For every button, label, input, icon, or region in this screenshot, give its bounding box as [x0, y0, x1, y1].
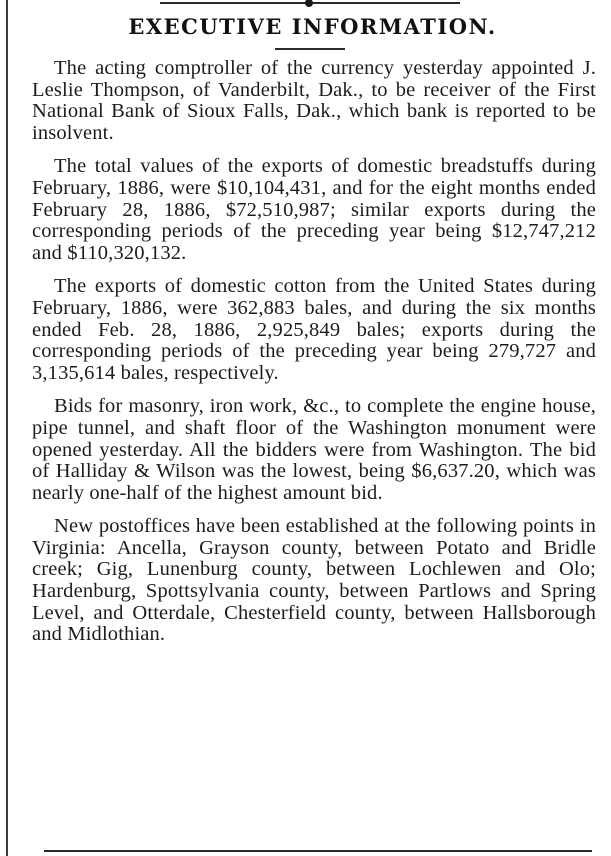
article-headline: EXECUTIVE INFORMATION. — [128, 14, 497, 39]
paragraph-washington-monument-bids: Bids for masonry, iron work, &c., to complete the engine house, pipe tunnel, and shaft floor of the Washington monument were opened yesterday. All the bidders were from Washington. The bid of Halliday & Wilson was the lowest, being $6,637.20, which was nearly one-half of the highest amount bid. — [32, 395, 596, 504]
ornament-dot — [305, 0, 313, 7]
top-ornament-rule — [160, 0, 460, 6]
paragraph-cotton-exports: The exports of domestic cotton from the United States during February, 1886, were 362,883 bales, and during the six months ended Feb. 28, 1886, 2,925,849 bales; exports during the corresponding periods of the preceding year being 279,727 and 3,135,614 bales, respectively. — [32, 275, 596, 384]
paragraph-receiver-appointment: The acting comptroller of the currency yesterday appointed J. Leslie Thompson, of Vanderbilt, Dak., to be receiver of the First National Bank of Sioux Falls, Dak., which bank is reported to be insolvent. — [32, 57, 596, 144]
paragraph-breadstuffs-exports: The total values of the exports of domestic breadstuffs during February, 1886, were $10,104,431, and for the eight months ended February 28, 1886, $72,510,987; similar exports during the corresponding periods of the preceding year being $12,747,212 and $110,320,132. — [32, 155, 596, 264]
headline-underline — [275, 48, 345, 50]
bottom-rule — [44, 850, 592, 852]
paragraph-new-postoffices: New postoffices have been established at the following points in Virginia: Ancella, Grayson county, between Potato and Bridle creek; Gig, Lunenburg county, between Lochlewen and Olo; Hardenburg, Spottsylvania county, between Partlows and Spring Level, and Otterdale, Chesterfield county, between Hallsborough and Midlothian. — [32, 515, 596, 646]
column-rule-left — [6, 0, 8, 856]
article-body — [32, 58, 596, 658]
